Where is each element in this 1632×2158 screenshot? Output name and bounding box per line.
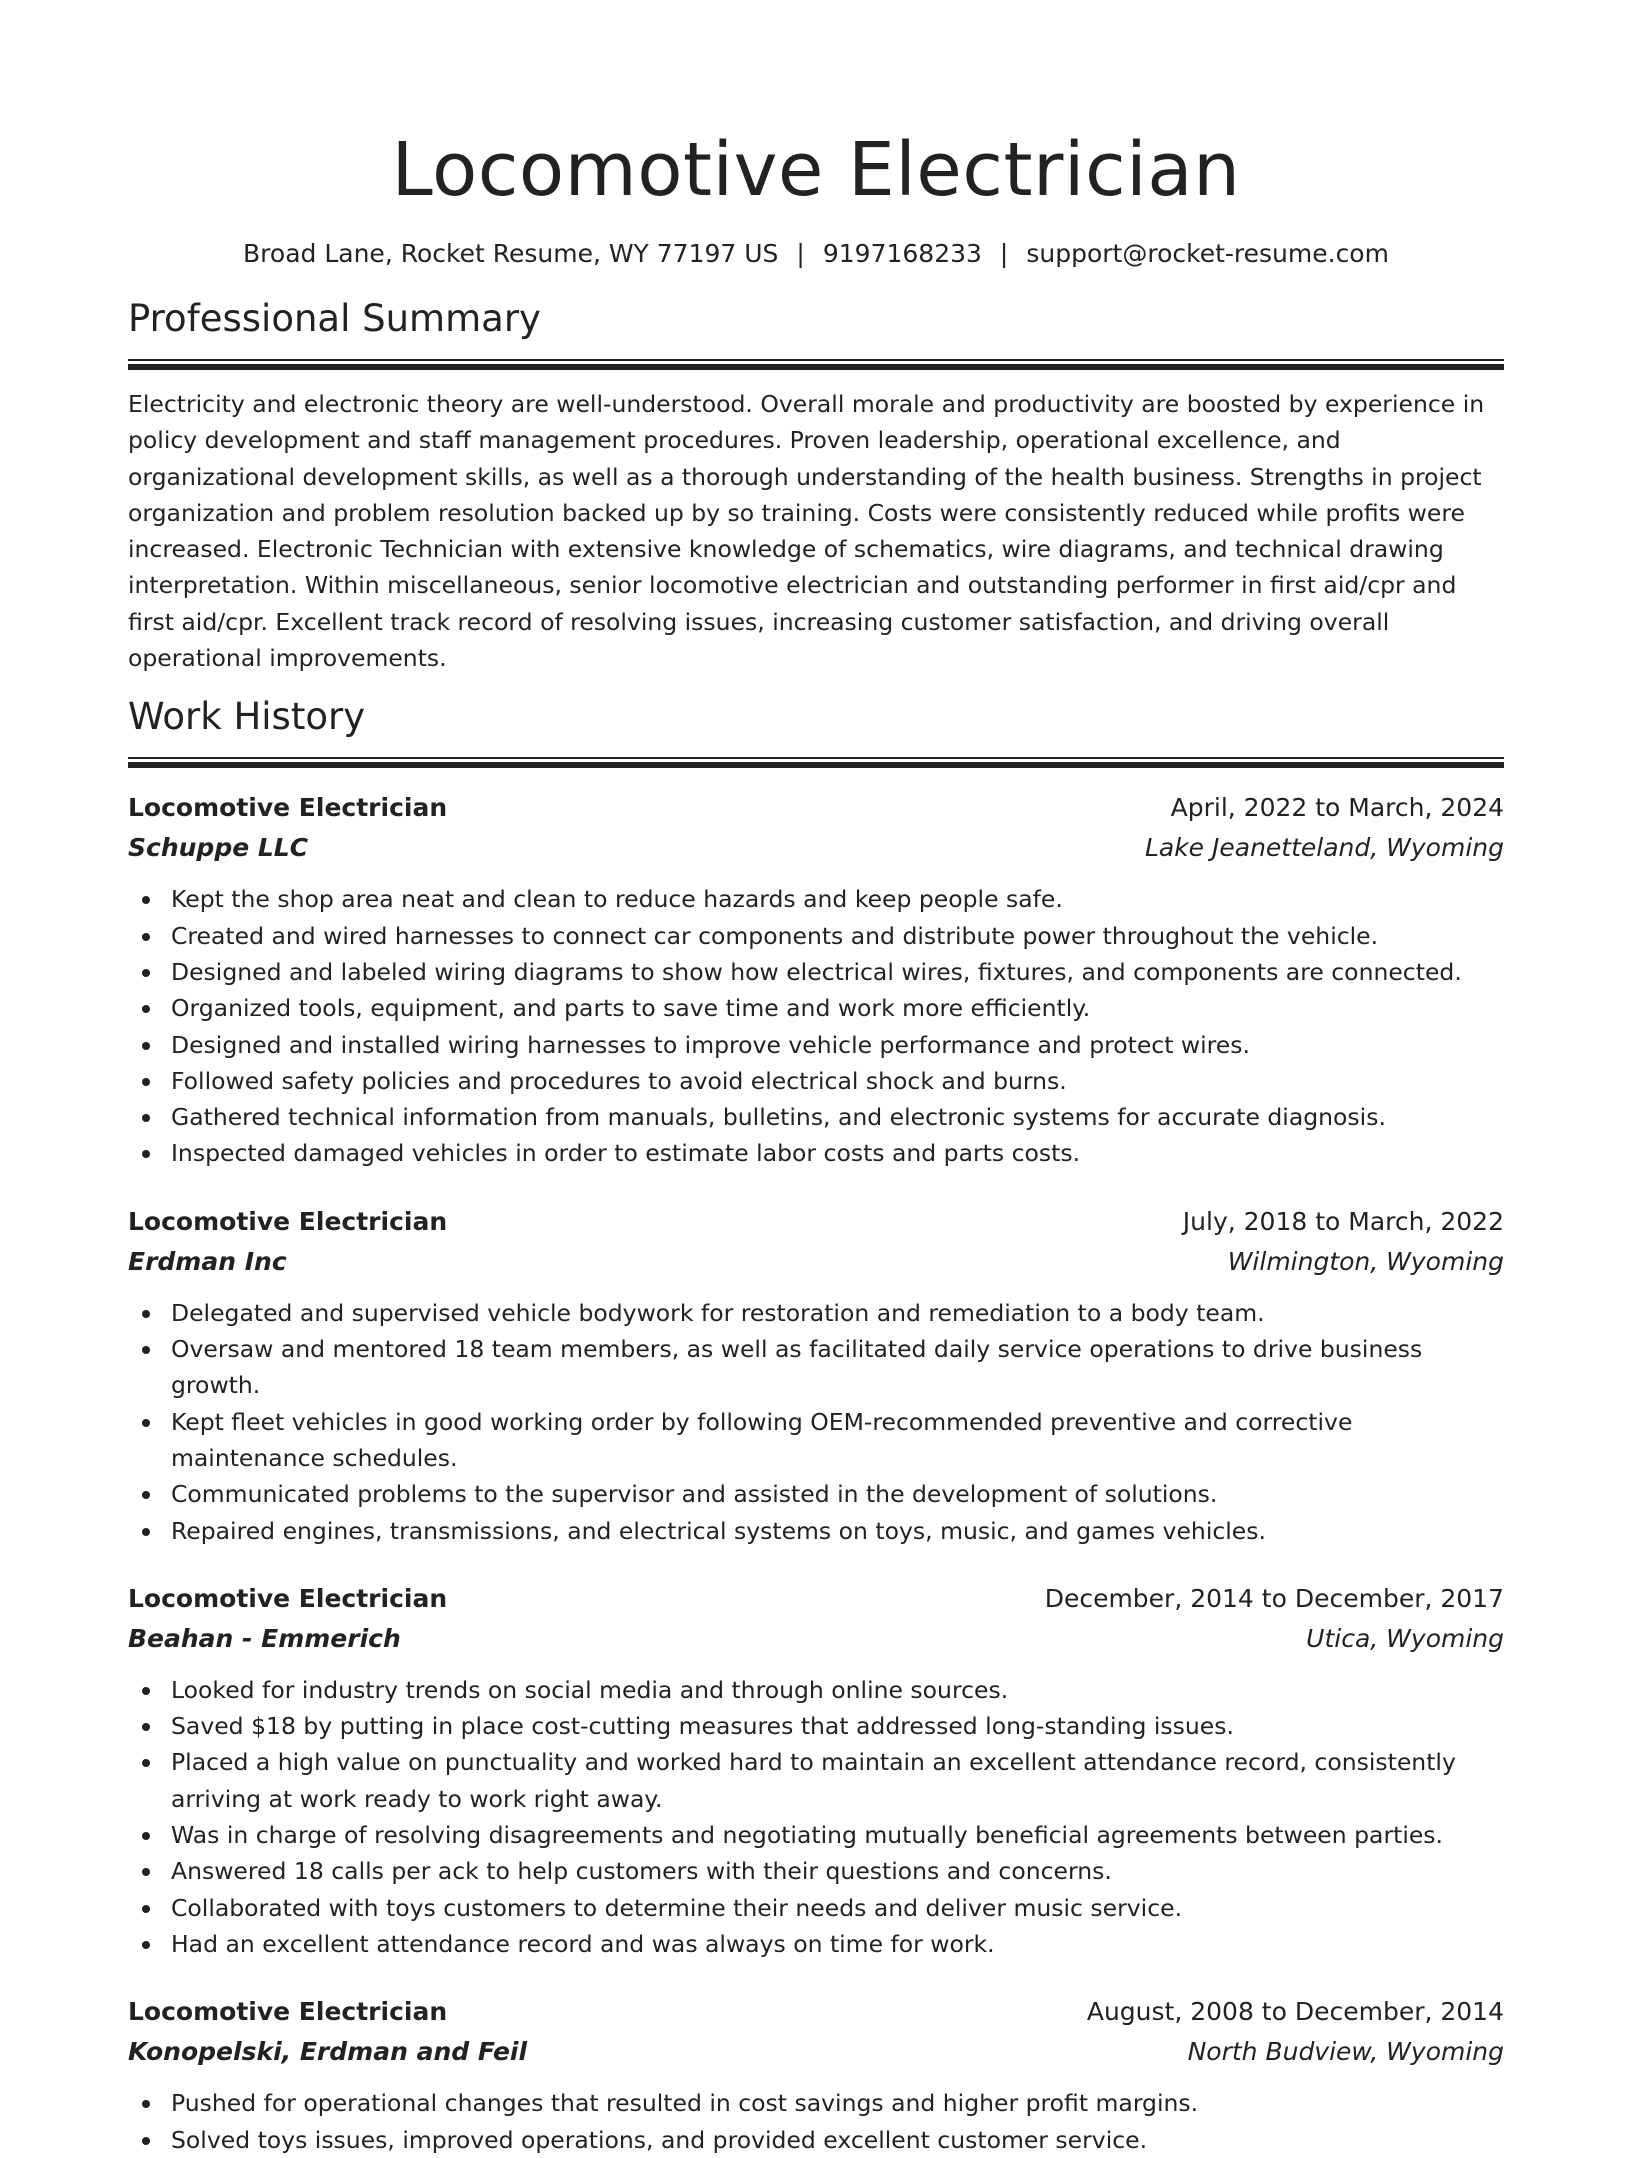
resume-name: Locomotive Electrician xyxy=(391,127,1241,213)
job-header-row xyxy=(128,1992,1504,2032)
job-dates: July, 2018 to March, 2022 xyxy=(1182,1206,1504,1236)
section-title-work-history: Work History xyxy=(128,695,366,739)
job-entry xyxy=(128,1992,1504,2158)
contact-separator: | xyxy=(999,239,1009,268)
job-location: Wilmington, Wyoming xyxy=(1227,1246,1504,1276)
job-dates: April, 2022 to March, 2024 xyxy=(1170,793,1504,823)
job-subheader-row xyxy=(128,828,1504,867)
job-bullet: Created and wired harnesses to connect car components and distribute power throughout the vehicle. xyxy=(128,918,1504,954)
contact-line xyxy=(128,236,1504,272)
job-subheader-row xyxy=(128,1619,1504,1658)
job-bullet: Kept fleet vehicles in good working order by following OEM-recommended preventive and corrective maintenance schedules. xyxy=(128,1404,1504,1477)
job-company: Erdman Inc xyxy=(128,1246,287,1276)
job-bullet: Oversaw and mentored 18 team members, as well as facilitated daily service operations to drive business growth. xyxy=(128,1331,1504,1404)
resume-page xyxy=(128,0,1504,2158)
job-dates: December, 2014 to December, 2017 xyxy=(1044,1583,1504,1613)
section-title-summary: Professional Summary xyxy=(128,297,541,340)
job-bullet: Inspected damaged vehicles in order to estimate labor costs and parts costs. xyxy=(128,1135,1504,1171)
job-header-row xyxy=(128,1202,1504,1242)
job-bullet: Repaired engines, transmissions, and electrical systems on toys, music, and games vehicles. xyxy=(128,1513,1504,1549)
job-bullet: Pushed for operational changes that resulted in cost savings and higher profit margins. xyxy=(128,2085,1504,2121)
job-bullet: Delegated and supervised vehicle bodywork for restoration and remediation to a body team. xyxy=(128,1295,1504,1331)
job-bullet: Saved $18 by putting in place cost-cutting measures that addressed long-standing issues. xyxy=(128,1708,1504,1744)
job-company: Beahan - Emmerich xyxy=(128,1623,401,1653)
job-subheader-row xyxy=(128,1242,1504,1281)
job-location: Utica, Wyoming xyxy=(1306,1623,1504,1653)
work-history-section xyxy=(128,692,1504,2157)
job-subheader-row xyxy=(128,2032,1504,2071)
section-divider xyxy=(128,757,1504,768)
job-bullet-list xyxy=(128,2085,1504,2158)
job-bullet: Designed and labeled wiring diagrams to show how electrical wires, fixtures, and components are connected. xyxy=(128,954,1504,990)
job-bullet: Communicated problems to the supervisor and assisted in the development of solutions. xyxy=(128,1476,1504,1512)
job-entry xyxy=(128,788,1504,1171)
job-bullet: Kept the shop area neat and clean to reduce hazards and keep people safe. xyxy=(128,881,1504,917)
contact-separator: | xyxy=(796,239,805,268)
job-bullet: Was in charge of resolving disagreements and negotiating mutually beneficial agreements between parties. xyxy=(128,1817,1504,1853)
job-title: Locomotive Electrician xyxy=(128,1583,448,1613)
job-location: Lake Jeanetteland, Wyoming xyxy=(1144,833,1504,863)
job-bullet: Organized tools, equipment, and parts to save time and work more efficiently. xyxy=(128,990,1504,1026)
job-bullet: Designed and installed wiring harnesses to improve vehicle performance and protect wires. xyxy=(128,1027,1504,1063)
job-bullet: Solved toys issues, improved operations, and provided excellent customer service. xyxy=(128,2122,1504,2158)
job-bullet: Followed safety policies and procedures to avoid electrical shock and burns. xyxy=(128,1063,1504,1099)
job-bullet: Collaborated with toys customers to determine their needs and deliver music service. xyxy=(128,1890,1504,1926)
contact-address: Broad Lane, Rocket Resume, WY 77197 US xyxy=(243,239,779,268)
contact-email: support@rocket-resume.com xyxy=(1026,239,1389,268)
job-bullet: Placed a high value on punctuality and worked hard to maintain an excellent attendance record, consistently arriving at work ready to work right away. xyxy=(128,1744,1504,1817)
job-company: Schuppe LLC xyxy=(128,833,309,863)
section-divider xyxy=(128,359,1504,370)
job-bullet-list xyxy=(128,881,1504,1171)
job-company: Konopelski, Erdman and Feil xyxy=(128,2037,528,2067)
job-title: Locomotive Electrician xyxy=(128,793,448,823)
summary-text: Electricity and electronic theory are well-understood. Overall morale and productivity are boosted by experience in policy development and staff management procedures. Proven leadership, operational excellence, and organizational development skills, as well as a thorough understanding of the health business. Strengths in project organization and problem resolution backed up by so training. Costs were consistently reduced while profits were increased. Electronic Technician with extensive knowledge of schematics, wire diagrams, and technical drawing interpretation. Within miscellaneous, senior locomotive electrician and outstanding performer in first aid/cpr and first aid/cpr. Excellent track record of resolving issues, increasing customer satisfaction, and driving overall operational improvements. xyxy=(128,390,1485,673)
summary-section xyxy=(128,294,1504,676)
job-header-row xyxy=(128,788,1504,828)
job-bullet-list xyxy=(128,1672,1504,1962)
job-header-row xyxy=(128,1579,1504,1619)
job-location: North Budview, Wyoming xyxy=(1187,2037,1504,2067)
job-title: Locomotive Electrician xyxy=(128,1206,448,1236)
job-bullet: Looked for industry trends on social media and through online sources. xyxy=(128,1672,1504,1708)
job-bullet: Had an excellent attendance record and was always on time for work. xyxy=(128,1926,1504,1962)
job-entry xyxy=(128,1579,1504,1962)
job-title: Locomotive Electrician xyxy=(128,1997,448,2027)
job-list xyxy=(128,788,1504,2157)
job-bullet: Gathered technical information from manuals, bulletins, and electronic systems for accurate diagnosis. xyxy=(128,1099,1504,1135)
job-bullet: Answered 18 calls per ack to help customers with their questions and concerns. xyxy=(128,1853,1504,1889)
job-dates: August, 2008 to December, 2014 xyxy=(1086,1997,1504,2027)
job-bullet-list xyxy=(128,1295,1504,1549)
job-entry xyxy=(128,1202,1504,1549)
contact-phone: 9197168233 xyxy=(822,239,982,268)
